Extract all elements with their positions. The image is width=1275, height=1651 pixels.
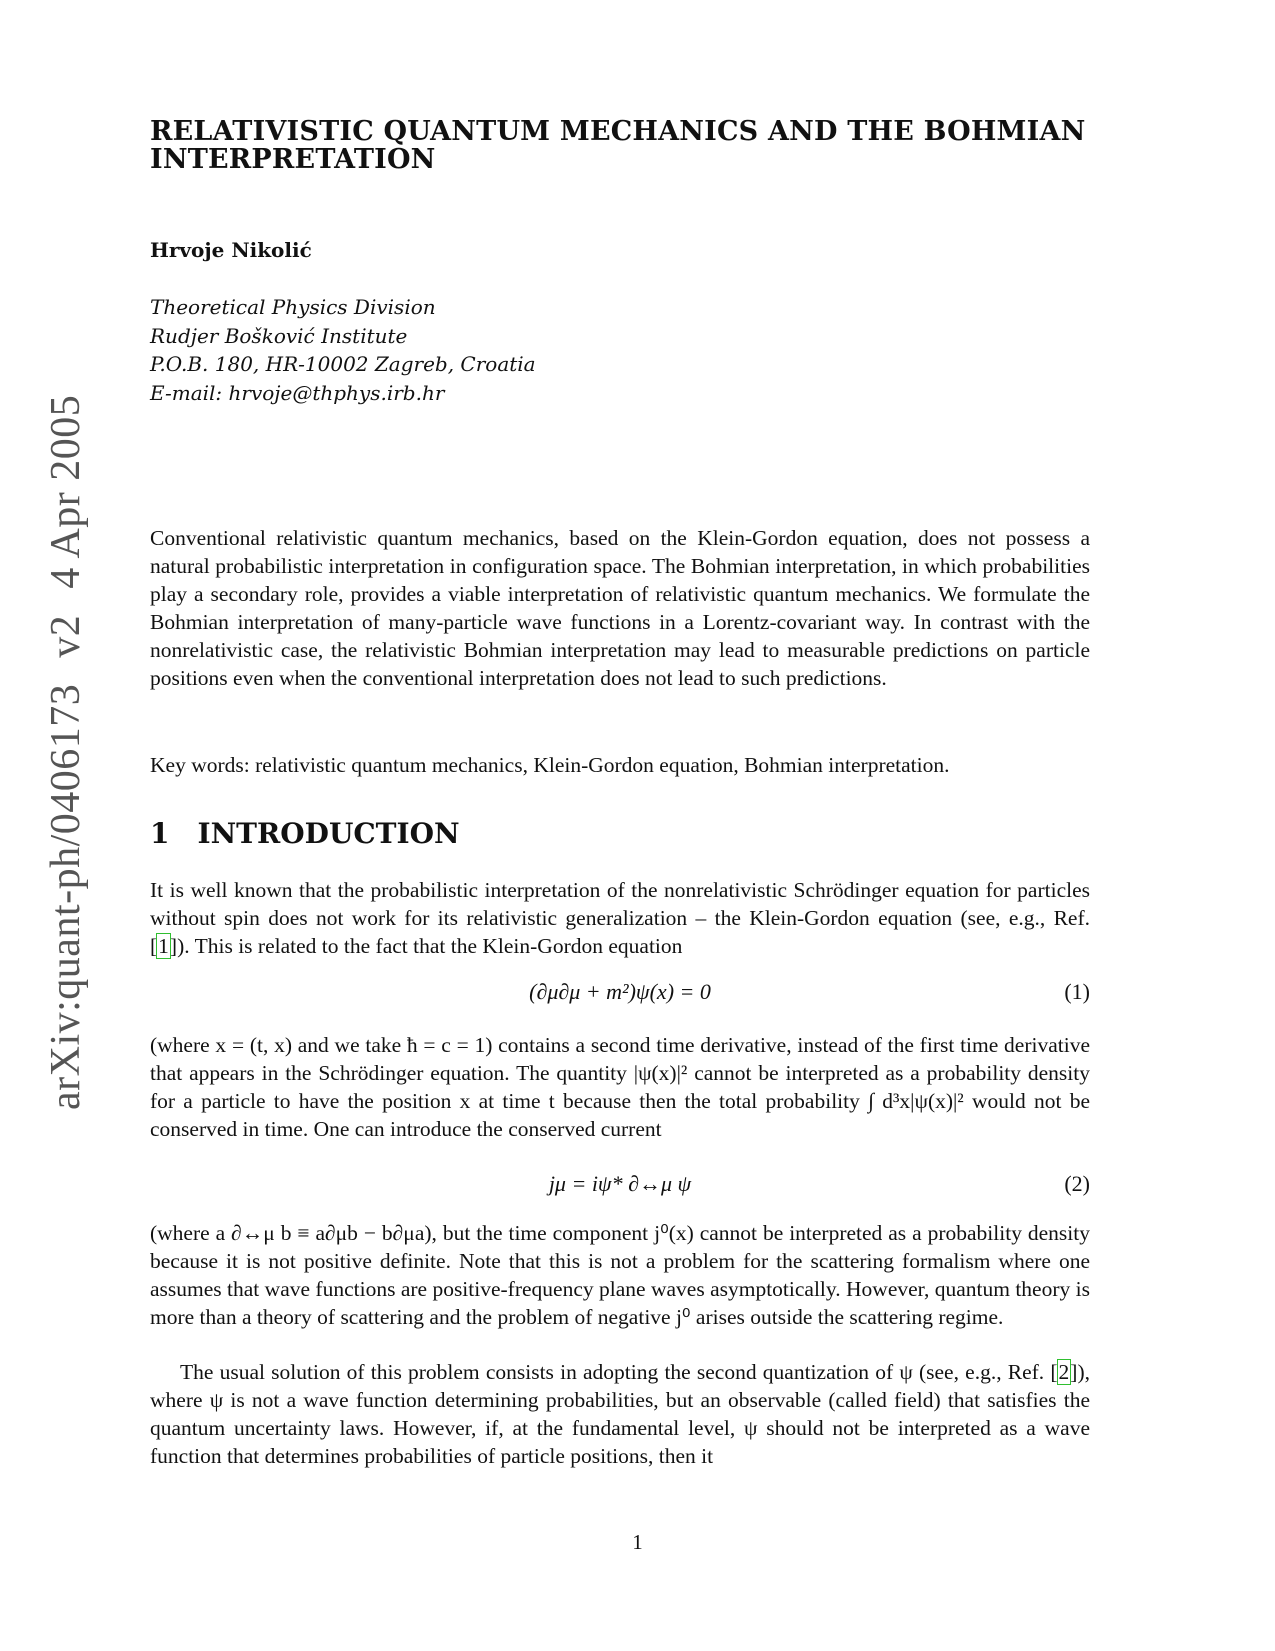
affiliation-line: P.O.B. 180, HR-10002 Zagreb, Croatia: [150, 352, 536, 376]
equation-2: [150, 1171, 1090, 1203]
section-heading: [150, 817, 460, 850]
paper-title: [150, 118, 1150, 174]
intro-paragraph-4: The usual solution of this problem consists in adopting the second quantization of ψ (see, e.g., Ref. [2]), where ψ is not a wave function determining probabilities, but an observable (called field) that satisfies the quantum uncertainty laws. However, if, at the fundamental level, ψ should not be interpreted as a wave function that determines probabilities of particle positions, then it: [150, 1360, 1090, 1468]
equation-1: [150, 979, 1090, 1011]
intro-text: It is well known that the probabilistic interpretation of the nonrelativistic Schrödinger equation for particles without spin does not work for its relativistic generalization – the Klein-Gordon equation (see, e.g., Ref.: [150, 878, 1090, 930]
equation-2-body: jμ = iψ* ∂↔μ ψ: [548, 1171, 692, 1196]
equation-1-body: (∂μ∂μ + m²)ψ(x) = 0: [529, 979, 711, 1004]
citation-link-1[interactable]: 1: [158, 934, 169, 958]
intro-paragraph-1: It is well known that the probabilistic interpretation of the nonrelativistic Schrödinger equation for particles without spin does not work for its relativistic generalization – the Klein-Gordon equation (see, e.g., Ref. [1]). This is related to the fact that the Klein-Gordon equation: [150, 878, 1090, 958]
section-title: INTRODUCTION: [197, 817, 460, 850]
affiliation-line: Rudjer Bošković Institute: [150, 323, 408, 348]
page-number: 1: [632, 1530, 643, 1554]
abstract: Conventional relativistic quantum mechanics, based on the Klein-Gordon equation, does not possess a natural probabilistic interpretation in configuration space. The Bohmian interpretation, in which probabilities play a secondary role, provides a viable interpretation of relativistic quantum mechanics. We formulate the Bohmian interpretation of many-particle wave functions in a Lorentz-covariant way. In contrast with the nonrelativistic case, the relativistic Bohmian interpretation may lead to measurable predictions on particle positions even when the conventional interpretation does not lead to such predictions.: [150, 526, 1090, 690]
intro-text: ), where ψ is not a wave function determining probabilities, but an observable (called field) that satisfies the quantum uncertainty laws. However, if, at the fundamental level, ψ should not be interpreted as a wave function that determines probabilities of particle positions, then it: [150, 1360, 1090, 1468]
equation-2-number: (2): [1064, 1171, 1090, 1196]
author-name: Hrvoje Nikolić: [150, 238, 312, 262]
arxiv-date: 4 Apr 2005: [43, 394, 89, 589]
section-number: 1: [150, 817, 170, 850]
intro-text: The usual solution of this problem consists in adopting the second quantization of ψ (see, e.g., Ref.: [180, 1360, 1051, 1384]
intro-paragraph-2: (where x = (t, x) and we take ħ = c = 1) contains a second time derivative, instead of the first time derivative that appears in the Schrödinger equation. The quantity |ψ(x)|² cannot be interpreted as a probability density for a particle to have the position x at time t because then the total probability ∫ d³x|ψ(x)|² would not be conserved in time. One can introduce the conserved current: [150, 1033, 1090, 1141]
intro-paragraph-3: (where a ∂↔μ b ≡ a∂μb − b∂μa), but the time component j⁰(x) cannot be interpreted as a probability density because it is not positive definite. Note that this is not a problem for the scattering formalism where one assumes that wave functions are positive-frequency plane waves asymptotically. However, quantum theory is more than a theory of scattering and the problem of negative j⁰ arises outside the scattering regime.: [150, 1221, 1090, 1329]
affiliation-line: Theoretical Physics Division: [150, 295, 436, 319]
affiliation-block: [150, 293, 536, 407]
arxiv-id: arXiv:quant-ph/0406173: [43, 683, 89, 1110]
arxiv-version: v2: [43, 614, 89, 658]
equation-1-number: (1): [1064, 979, 1090, 1004]
title-line-1: RELATIVISTIC QUANTUM MECHANICS AND THE BOHMIAN: [150, 116, 1086, 147]
affiliation-email: E-mail: hrvoje@thphys.irb.hr: [150, 380, 445, 405]
intro-text: ). This is related to the fact that the Klein-Gordon equation: [177, 934, 683, 958]
citation-link-2[interactable]: 2: [1058, 1360, 1070, 1384]
arxiv-stamp: [42, 390, 90, 1110]
keywords: Key words: relativistic quantum mechanics, Klein-Gordon equation, Bohmian interpretation.: [150, 753, 950, 777]
title-line-2: INTERPRETATION: [150, 144, 436, 175]
